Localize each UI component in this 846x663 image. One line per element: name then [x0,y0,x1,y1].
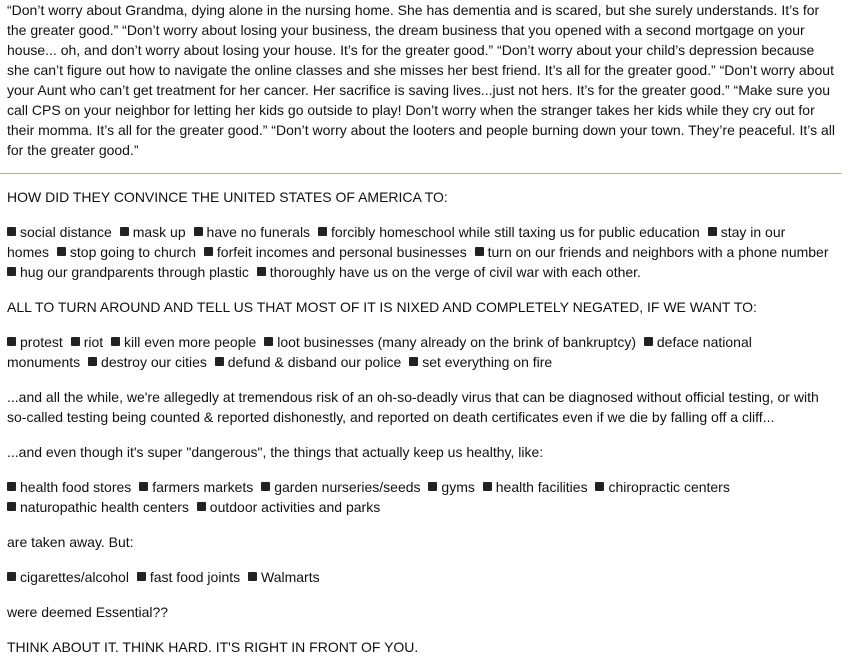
virus-line: so-called testing being counted & reported dishonestly, and reported on death certificates even if we die by falling off a cliff... [7,409,775,425]
list-item: Walmarts [248,569,320,585]
essential-list [7,567,324,587]
intro-line: for the greater good.” [7,142,139,158]
bullet-icon [595,482,604,491]
bullet-icon [111,337,120,346]
bullet-icon [215,357,224,366]
virus-paragraph [7,387,819,427]
list-item: forcibly homeschool while still taxing us for public education [318,224,700,240]
bullet-icon [88,357,97,366]
divider [0,173,842,174]
convince-list-line-2 [7,242,833,262]
bullet-icon [194,227,203,236]
list-item: loot businesses (many already on the brink of bankruptcy) [264,334,636,350]
want-list-line-1 [7,332,756,352]
bullet-icon [264,337,273,346]
intro-line: the greater good.” “Don’t worry about losing your business, the dream business that you opened with a second mortgage on your [7,22,805,38]
intro-line: “Don’t worry about Grandma, dying alone in the nursing home. She has dementia and is scared, but she surely understands. It’s for [7,2,820,18]
list-item: protest [7,334,63,350]
bullet-icon [409,357,418,366]
convince-list-line-3 [7,262,833,282]
bullet-icon [137,572,146,581]
healthy-list-line-2 [7,497,734,517]
list-item: garden nurseries/seeds [261,479,420,495]
list-item: defund & disband our police [215,354,402,370]
bullet-icon [708,227,717,236]
bullet-icon [7,572,16,581]
bullet-icon [57,247,66,256]
bullet-icon [644,337,653,346]
bullet-icon [197,502,206,511]
intro-line: she can’t figure out how to navigate the online classes and she misses her best friend. It’s all for the greater good.” “Don’t worry about [7,62,834,78]
healthy-list [7,477,734,517]
deemed-essential-text: were deemed Essential?? [7,604,169,620]
list-item: naturopathic health centers [7,499,189,515]
list-item: thoroughly have us on the verge of civil war with each other. [257,264,641,280]
bullet-icon [257,267,266,276]
list-item: health food stores [7,479,131,495]
bullet-icon [428,482,437,491]
intro-paragraph [7,0,835,160]
want-list-line-2 [7,352,756,372]
dangerous-paragraph: ...and even though it's super "dangerous", the things that actually keep us healthy, like: [7,444,544,460]
intro-line: your Aunt who can’t get treatment for her cancer. Her sacrifice is saving lives...just not hers. It’s for the greater good.” “Make sure you [7,82,831,98]
bullet-icon [120,227,129,236]
list-item: farmers markets [139,479,253,495]
bullet-icon [318,227,327,236]
bullet-icon [7,482,16,491]
bullet-icon [483,482,492,491]
taken-away-text: are taken away. But: [7,534,134,550]
intro-line: call CPS on your neighbor for letting her kids go outside to play! Don’t worry when the stranger takes her kids while they cry out for [7,102,815,118]
list-item: kill even more people [111,334,256,350]
list-item: forfeit incomes and personal businesses [204,244,467,260]
list-item: set everything on fire [409,354,552,370]
bullet-icon [7,267,16,276]
turn-heading: ALL TO TURN AROUND AND TELL US THAT MOST OF IT IS NIXED AND COMPLETELY NEGATED, IF WE WANT TO: [7,299,757,315]
list-item: stay in our [708,224,786,240]
bullet-icon [7,227,16,236]
list-item: deface national [644,334,752,350]
convince-list-line-1 [7,222,833,242]
bullet-icon [204,247,213,256]
virus-line: ...and all the while, we're allegedly at tremendous risk of an oh-so-deadly virus that can be diagnosed without official testing, or with [7,389,819,405]
list-item: mask up [120,224,186,240]
healthy-list-line-1 [7,477,734,497]
intro-line: house... oh, and don’t worry about losing your house. It’s for the greater good.” “Don’t worry about your child’s depression because [7,42,815,58]
list-item: gyms [428,479,474,495]
bullet-icon [139,482,148,491]
bullet-icon [248,572,257,581]
list-item: outdoor activities and parks [197,499,380,515]
list-item: riot [71,334,103,350]
list-item: stop going to church [57,244,196,260]
list-item: have no funerals [194,224,311,240]
bullet-icon [261,482,270,491]
closing-text: THINK ABOUT IT. THINK HARD. IT'S RIGHT IN FRONT OF YOU. [7,639,419,655]
list-item: hug our grandparents through plastic [7,264,249,280]
intro-line: their momma. It’s all for the greater good.” “Don’t worry about the looters and people burning down your town. They’re peaceful. It’s all [7,122,835,138]
list-item: fast food joints [137,569,240,585]
convince-heading: HOW DID THEY CONVINCE THE UNITED STATES OF AMERICA TO: [7,189,448,205]
list-item: cigarettes/alcohol [7,569,129,585]
list-item: turn on our friends and neighbors with a phone number [475,244,829,260]
convince-list [7,222,833,282]
bullet-icon [7,337,16,346]
want-list [7,332,756,372]
bullet-icon [71,337,80,346]
list-item: chiropractic centers [595,479,729,495]
list-item: health facilities [483,479,588,495]
bullet-icon [7,502,16,511]
list-item: destroy our cities [88,354,207,370]
list-item-continuation: monuments [7,354,81,370]
bullet-icon [475,247,484,256]
list-item-continuation: homes [7,244,50,260]
list-item: social distance [7,224,112,240]
